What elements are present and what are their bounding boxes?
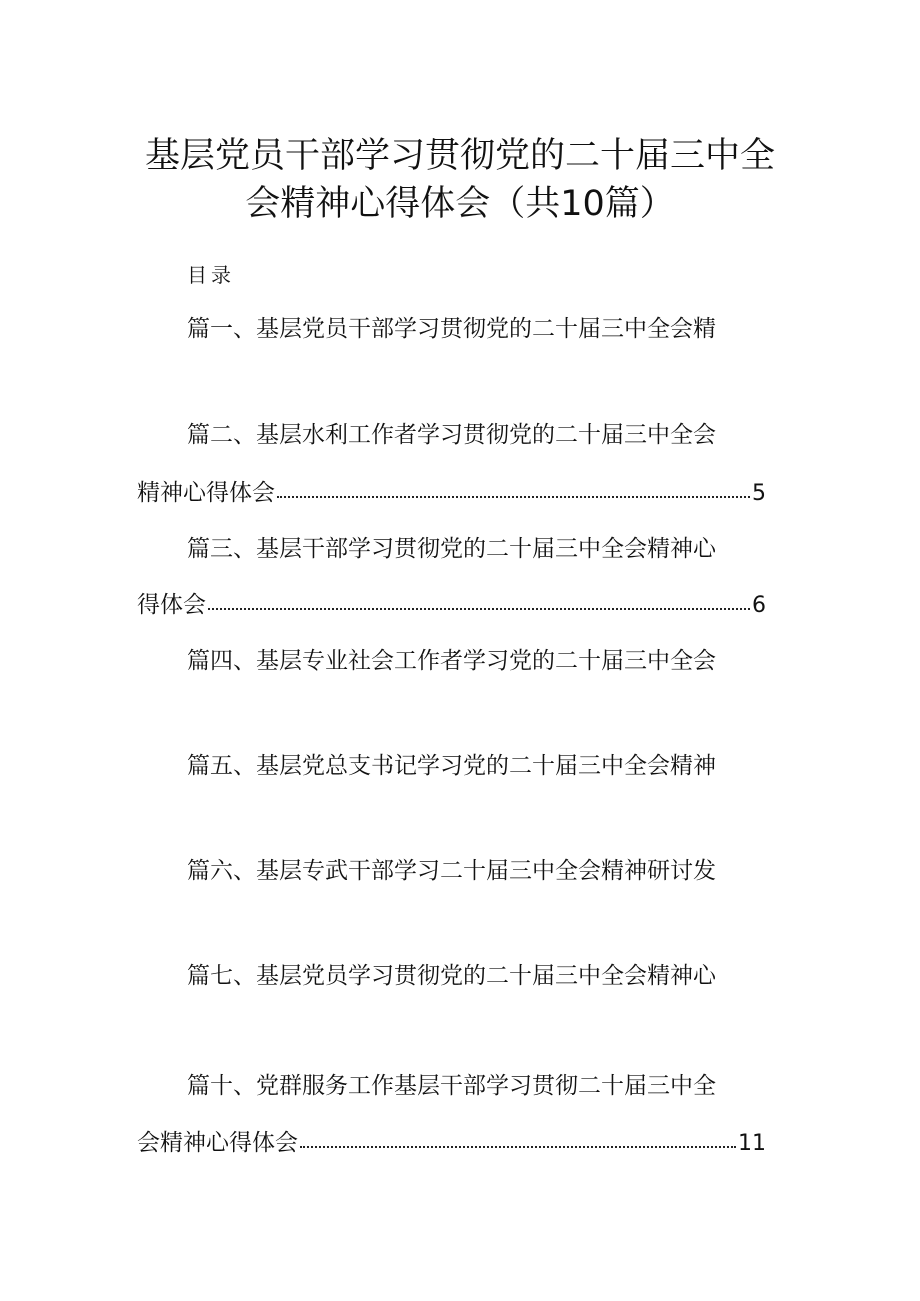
toc-entry-5[interactable]: 篇五、基层党总支书记学习党的二十届三中全会精神	[187, 753, 716, 779]
toc-entry-4[interactable]: 篇四、基层专业社会工作者学习党的二十届三中全会	[187, 648, 716, 674]
toc-entry-2-page: 5	[752, 481, 766, 506]
toc-entry-10[interactable]: 篇十、党群服务工作基层干部学习贯彻二十届三中全	[187, 1073, 716, 1099]
toc-entry-10-page: 11	[738, 1131, 766, 1156]
toc-entry-3[interactable]: 篇三、基层干部学习贯彻党的二十届三中全会精神心	[187, 536, 716, 562]
toc-entry-10-title-end: 会精神心得体会	[137, 1130, 298, 1156]
toc-entry-2-title-end: 精神心得体会	[137, 480, 275, 506]
toc-entry-7[interactable]: 篇七、基层党员学习贯彻党的二十届三中全会精神心	[187, 963, 716, 989]
toc-entry-3-title-end: 得体会	[137, 592, 206, 618]
toc-entry-10-continuation[interactable]	[137, 1128, 766, 1159]
document-title-line-2: 会精神心得体会（共10篇）	[245, 184, 675, 224]
toc-heading: 目录	[187, 263, 235, 287]
toc-entry-2[interactable]: 篇二、基层水利工作者学习贯彻党的二十届三中全会	[187, 422, 716, 448]
dot-leader	[277, 478, 750, 500]
toc-entry-3-continuation[interactable]	[137, 590, 766, 621]
toc-entry-1[interactable]: 篇一、基层党员干部学习贯彻党的二十届三中全会精	[187, 316, 716, 342]
dot-leader	[208, 590, 750, 612]
dot-leader	[300, 1128, 736, 1150]
document-title-line-1: 基层党员干部学习贯彻党的二十届三中全	[144, 136, 775, 176]
toc-entry-3-page: 6	[752, 593, 766, 618]
toc-entry-2-continuation[interactable]	[137, 478, 766, 509]
toc-entry-6[interactable]: 篇六、基层专武干部学习二十届三中全会精神研讨发	[187, 858, 716, 884]
